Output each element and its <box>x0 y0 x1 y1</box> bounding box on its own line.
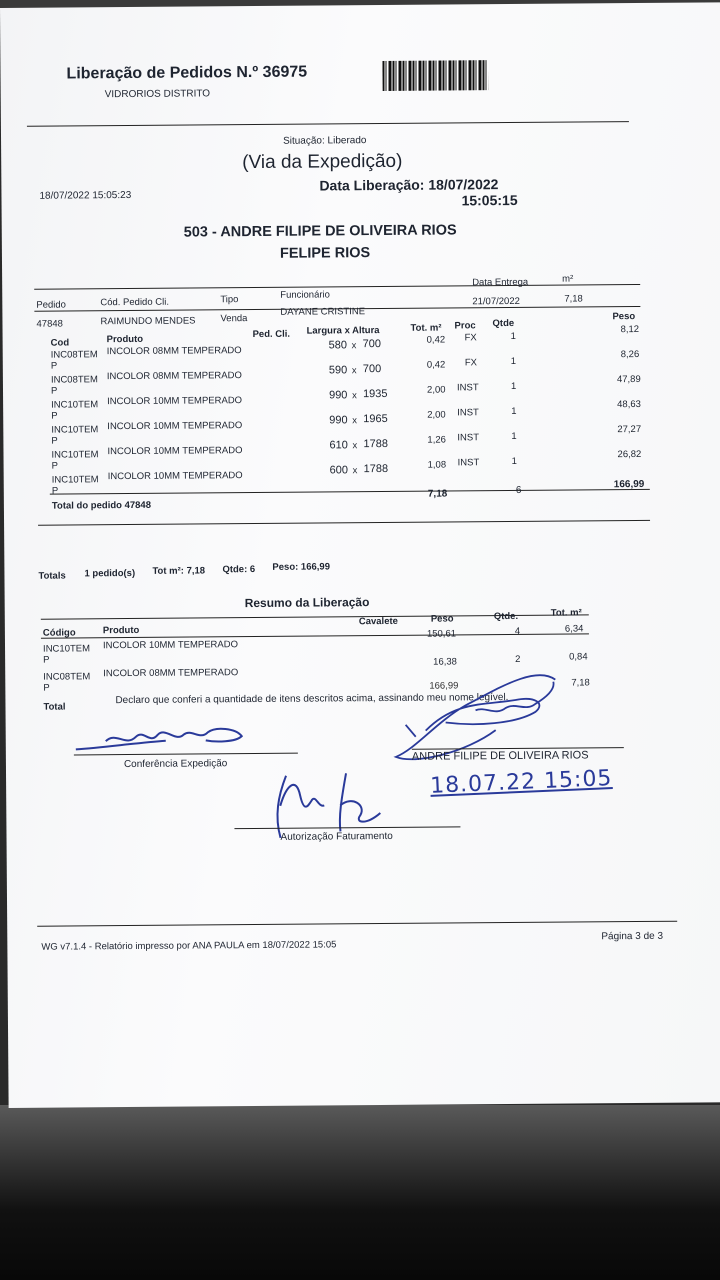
item-cod: INC10TEM <box>51 474 99 486</box>
handwritten-date: 18.07.22 15:05 <box>429 766 613 799</box>
item-altura: 1965 <box>363 412 388 426</box>
item-peso: 47,89 <box>616 373 641 386</box>
item-cod: INC08TEM <box>50 374 98 386</box>
col-header-produto: Produto <box>106 333 144 346</box>
resumo-header-codigo: Código <box>42 627 76 639</box>
item-proc: FX <box>464 332 477 344</box>
item-largura: 600 <box>329 464 349 477</box>
item-peso: 26,82 <box>617 448 642 461</box>
item-qtde: 1 <box>510 355 517 367</box>
order-pedido: 47848 <box>36 318 63 330</box>
totals-m2: Tot m²: 7,18 <box>152 565 206 577</box>
col-header-qtde: Qtde <box>492 317 515 330</box>
resumo-total-label: Total <box>43 701 66 713</box>
resumo-header-produto: Produto <box>102 624 140 637</box>
item-x: x <box>352 390 357 402</box>
footer-page: Página 3 de 3 <box>601 930 664 943</box>
order-cod-cli: RAIMUNDO MENDES <box>100 315 196 328</box>
background-bottom <box>0 1105 720 1280</box>
item-tot-m2: 0,42 <box>426 334 446 346</box>
item-altura: 700 <box>362 338 382 351</box>
item-qtde: 1 <box>510 380 517 392</box>
printed-datetime: 18/07/2022 15:05:23 <box>39 189 132 202</box>
item-peso: 48,63 <box>617 398 641 411</box>
autorizacao-label: Autorização Faturamento <box>280 830 393 843</box>
item-cod-suffix: P <box>51 485 59 497</box>
item-largura: 590 <box>328 364 348 377</box>
resumo-total-peso: 166,99 <box>429 680 459 692</box>
item-proc: INST <box>456 382 479 394</box>
order-tipo: Venda <box>220 313 248 325</box>
item-x: x <box>352 415 358 427</box>
item-largura: 990 <box>329 389 348 402</box>
resumo-codigo: INC10TEM <box>42 643 91 655</box>
item-qtde: 1 <box>511 455 517 467</box>
resumo-header-peso: Peso <box>430 613 454 625</box>
item-altura: 1788 <box>363 462 389 476</box>
item-produto: INCOLOR 08MM TEMPERADO <box>106 345 242 358</box>
totals-qtde: Qtde: 6 <box>222 564 256 576</box>
col-header-tot-m2: Tot. m² <box>410 322 442 334</box>
order-total-m2: 7,18 <box>427 488 448 500</box>
label-funcionario: Funcionário <box>280 289 330 301</box>
resumo-header-qtde: Qtde. <box>493 610 519 623</box>
barcode <box>382 60 488 91</box>
item-largura: 990 <box>329 414 348 427</box>
item-proc: INST <box>457 432 480 444</box>
order-total-qtde: 6 <box>515 484 522 496</box>
footer-rule <box>37 921 677 927</box>
item-proc: INST <box>457 457 480 469</box>
conferencia-label: Conferência Expedição <box>123 758 228 771</box>
item-cod: INC08TEM <box>50 349 98 361</box>
item-x: x <box>351 340 357 352</box>
resumo-header-cavalete: Cavalete <box>358 615 398 628</box>
item-cod-suffix: P <box>51 460 58 472</box>
item-altura: 1788 <box>363 437 388 451</box>
item-x: x <box>352 465 358 477</box>
item-largura: 580 <box>328 339 348 352</box>
col-header-cod: Cod <box>50 337 70 349</box>
item-cod: INC10TEM <box>51 449 99 461</box>
order-funcionario: DAYANE CRISTINE <box>280 306 366 318</box>
totals-pedidos: 1 pedido(s) <box>84 567 136 580</box>
resumo-produto: INCOLOR 10MM TEMPERADO <box>102 639 239 652</box>
label-data-entrega: Data Entrega <box>472 276 529 289</box>
item-qtde: 1 <box>511 430 517 442</box>
resumo-qtde: 2 <box>515 653 521 665</box>
item-proc: INST <box>457 407 479 419</box>
totals-peso: Peso: 166,99 <box>272 561 331 573</box>
client-sign-name: ANDRE FILIPE DE OLIVEIRA RIOS <box>411 749 589 763</box>
item-produto: INCOLOR 10MM TEMPERADO <box>107 445 243 458</box>
resumo-codigo: INC08TEM <box>43 671 91 683</box>
item-cod-suffix: P <box>50 385 58 397</box>
item-tot-m2: 2,00 <box>427 409 446 421</box>
label-m2: m² <box>562 273 574 285</box>
label-pedido: Pedido <box>36 299 66 311</box>
item-produto: INCOLOR 10MM TEMPERADO <box>107 470 243 483</box>
footer-printed-by: WG v7.1.4 - Relatório impresso por ANA PAULA em 18/07/2022 15:05 <box>41 939 337 953</box>
resumo-peso: 150,61 <box>426 628 457 640</box>
via-label: (Via da Expedição) <box>242 150 403 174</box>
items-total-rule <box>50 489 650 495</box>
client-name: 503 - ANDRE FILIPE DE OLIVEIRA RIOS <box>183 222 457 241</box>
release-date: Data Liberação: 18/07/2022 <box>319 176 499 194</box>
order-data-entrega: 21/07/2022 <box>472 295 520 308</box>
item-proc: FX <box>464 357 477 369</box>
item-tot-m2: 1,26 <box>427 434 446 446</box>
resumo-total-m2: 7,18 <box>571 677 590 689</box>
item-peso: 8,12 <box>620 323 640 336</box>
resumo-title: Resumo da Liberação <box>244 595 370 611</box>
item-altura: 700 <box>362 363 382 376</box>
item-peso: 27,27 <box>617 423 642 436</box>
item-tot-m2: 1,08 <box>427 459 447 471</box>
order-m2: 7,18 <box>564 293 583 305</box>
release-time: 15:05:15 <box>461 191 518 209</box>
item-cod-suffix: P <box>50 360 58 372</box>
item-qtde: 1 <box>510 330 516 342</box>
resumo-peso: 16,38 <box>433 656 457 668</box>
situation-label: Situação: Liberado <box>283 135 367 147</box>
resumo-qtde: 4 <box>514 625 521 637</box>
resumo-codigo-suffix: P <box>43 654 50 666</box>
item-tot-m2: 2,00 <box>426 384 446 396</box>
order-bottom-rule <box>38 520 650 526</box>
item-cod: INC10TEM <box>51 424 99 436</box>
item-peso: 8,26 <box>620 348 640 361</box>
item-x: x <box>352 440 358 452</box>
client-nickname: FELIPE RIOS <box>279 245 371 262</box>
company-name: VIDRORIOS DISTRITO <box>104 88 211 101</box>
resumo-tot-m2: 0,84 <box>569 651 588 663</box>
col-header-largura-altura: Largura x Altura <box>306 325 380 337</box>
item-largura: 610 <box>329 439 348 452</box>
resumo-header-tot-m2: Tot. m² <box>550 607 582 619</box>
resumo-produto: INCOLOR 08MM TEMPERADO <box>103 667 239 680</box>
item-produto: INCOLOR 10MM TEMPERADO <box>107 420 243 433</box>
item-cod-suffix: P <box>51 435 58 447</box>
col-header-peso: Peso <box>612 311 636 323</box>
resumo-codigo-suffix: P <box>43 682 50 694</box>
item-cod: INC10TEM <box>51 399 99 411</box>
order-total-peso: 166,99 <box>613 478 645 491</box>
item-produto: INCOLOR 10MM TEMPERADO <box>107 395 243 408</box>
item-x: x <box>351 365 357 377</box>
col-header-ped-cli: Ped. Cli. <box>252 328 291 341</box>
resumo-tot-m2: 6,34 <box>564 623 584 635</box>
declaration-text: Declaro que conferi a quantidade de itens descritos acima, assinando meu nome legível. <box>115 692 509 707</box>
item-tot-m2: 0,42 <box>426 359 446 371</box>
col-header-proc: Proc <box>454 320 476 332</box>
header-rule <box>27 121 629 127</box>
order-top-rule <box>34 284 640 290</box>
item-qtde: 1 <box>511 405 517 417</box>
item-cod-suffix: P <box>51 410 58 422</box>
label-tipo: Tipo <box>220 294 239 306</box>
document-page <box>0 2 720 1108</box>
label-cod-cli: Cód. Pedido Cli. <box>100 296 170 309</box>
item-altura: 1935 <box>362 387 388 401</box>
item-produto: INCOLOR 08MM TEMPERADO <box>106 370 242 383</box>
totals-label: Totals <box>38 570 66 582</box>
document-title: Liberação de Pedidos N.º 36975 <box>66 63 308 83</box>
order-total-label: Total do pedido 47848 <box>51 499 152 512</box>
